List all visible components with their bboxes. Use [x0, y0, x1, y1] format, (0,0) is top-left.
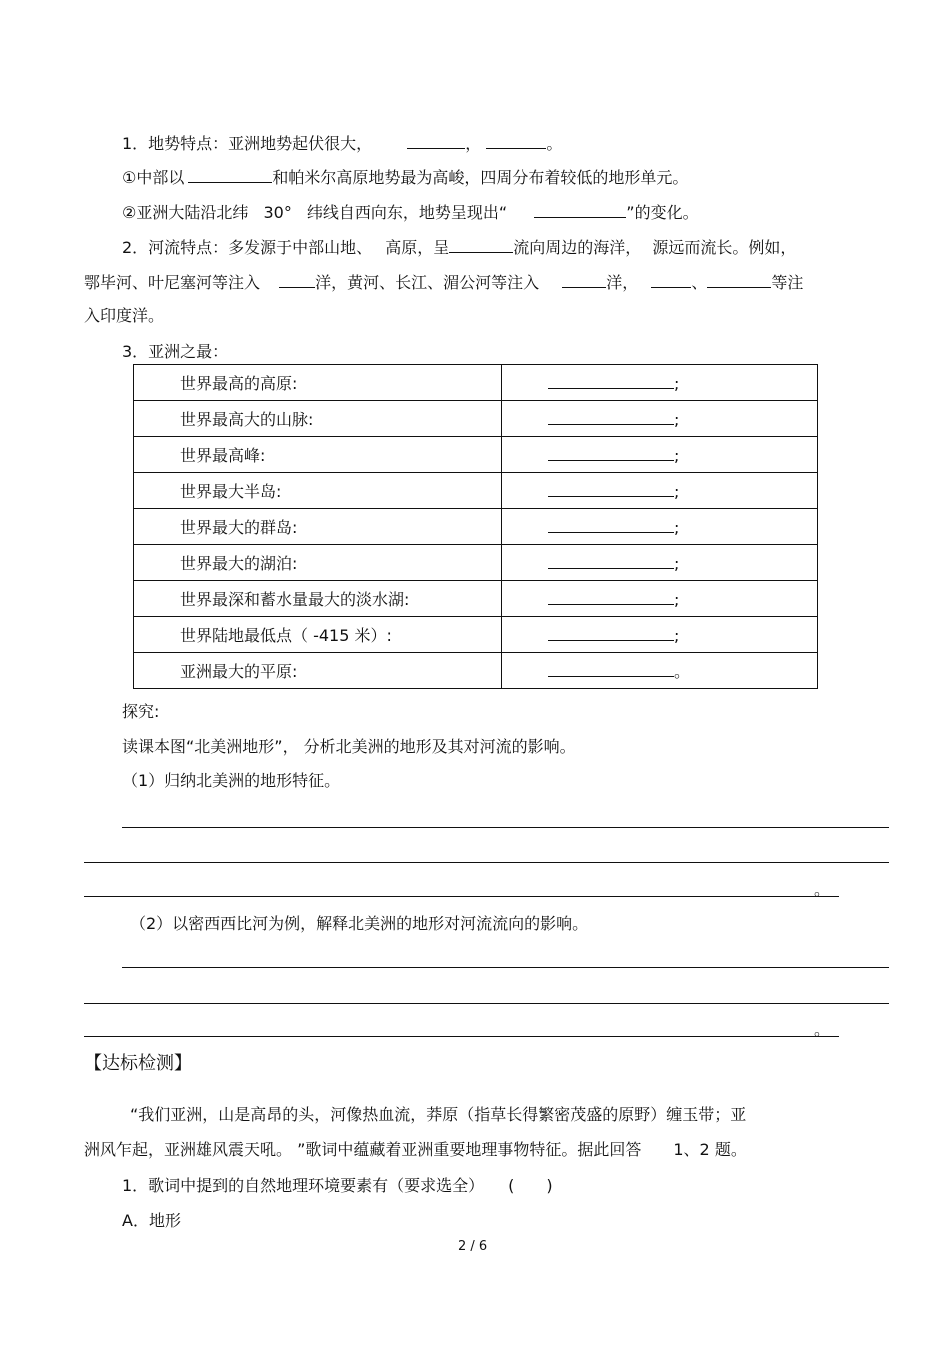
blank[interactable]	[651, 271, 691, 288]
blank[interactable]	[562, 271, 606, 288]
q2-line2	[84, 271, 803, 293]
punct: ;	[674, 374, 680, 393]
blank[interactable]	[548, 552, 674, 569]
blank[interactable]	[188, 166, 272, 183]
table-row	[134, 617, 818, 653]
table-row	[134, 437, 818, 473]
blank[interactable]	[548, 516, 674, 533]
punct: ;	[674, 482, 680, 501]
row-label: 世界陆地最低点（ -415 米）:	[134, 617, 502, 653]
q2-line3: 入印度洋。	[84, 306, 165, 325]
explore-question-2: （2）以密西西比河为例，解释北美洲的地形对河流流向的影响。	[130, 914, 589, 933]
answer-cell[interactable]	[502, 473, 818, 509]
q2-text: 洋，	[606, 273, 639, 292]
q2-text: 鄂毕河、叶尼塞河等注入	[84, 273, 261, 292]
option-a[interactable]: A．地形	[122, 1211, 181, 1230]
answer-line[interactable]	[122, 827, 889, 828]
q1-line2	[122, 166, 688, 188]
q2-text: 流向周边的海洋，	[513, 238, 642, 257]
q1-line1	[122, 132, 562, 154]
table-row	[134, 401, 818, 437]
q2-text: 2．河流特点：多发源于中部山地、	[122, 238, 373, 257]
explore-intro: 读课本图“北美洲地形”， 分析北美洲的地形及其对河流的影响。	[122, 737, 576, 756]
answer-line[interactable]	[84, 862, 889, 863]
punct: 、	[691, 273, 708, 292]
punct: ;	[674, 518, 680, 537]
punct: ;	[674, 626, 680, 645]
punct: ;	[674, 410, 680, 429]
q2-text: 源远而流长。例如，	[652, 238, 797, 257]
check-question-1: 1．歌词中提到的自然地理环境要素有（要求选全） ( )	[122, 1176, 553, 1195]
answer-cell[interactable]	[502, 365, 818, 401]
row-label: 世界最大的群岛:	[134, 509, 502, 545]
blank[interactable]	[548, 660, 674, 677]
blank[interactable]	[548, 480, 674, 497]
table-row	[134, 365, 818, 401]
lyrics-paragraph-line1: “我们亚洲，山是高昂的头，河像热血流，莽原（指草长得繁密茂盛的原野）缠玉带；亚	[130, 1105, 747, 1124]
row-label: 世界最高的高原:	[134, 365, 502, 401]
punct: 。	[814, 880, 831, 899]
q2-text: 等注	[771, 273, 804, 292]
answer-cell[interactable]	[502, 545, 818, 581]
q1-text: 1．地势特点：亚洲地势起伏很大，	[122, 134, 373, 153]
blank[interactable]	[548, 372, 674, 389]
punct: 。	[814, 1020, 831, 1039]
row-label: 世界最深和蓄水量最大的淡水湖:	[134, 581, 502, 617]
row-label: 世界最大的湖泊:	[134, 545, 502, 581]
asia-superlatives-table	[133, 364, 818, 689]
answer-cell[interactable]	[502, 437, 818, 473]
q1-text: ”的变化。	[626, 203, 699, 222]
answer-cell[interactable]	[502, 581, 818, 617]
answer-line[interactable]	[84, 1036, 839, 1037]
blank[interactable]	[534, 201, 626, 218]
row-label: 世界最高大的山脉:	[134, 401, 502, 437]
explore-question-1: （1）归纳北美洲的地形特征。	[122, 771, 341, 790]
answer-line[interactable]	[84, 896, 839, 897]
row-label: 世界最大半岛:	[134, 473, 502, 509]
table-row	[134, 581, 818, 617]
q2-text: 洋，黄河、长江、湄公河等注入	[315, 273, 540, 292]
answer-line[interactable]	[122, 967, 889, 968]
table-row	[134, 545, 818, 581]
answer-cell[interactable]	[502, 509, 818, 545]
punct: 。	[674, 662, 691, 681]
q1-text: ①中部以	[122, 168, 185, 187]
blank[interactable]	[279, 271, 315, 288]
q1-text: ②亚洲大陆沿北纬	[122, 203, 249, 222]
q1-text: 30°	[263, 203, 292, 222]
blank[interactable]	[548, 624, 674, 641]
q1-text: 纬线自西向东，地势呈现出“	[306, 203, 508, 222]
blank[interactable]	[407, 132, 465, 149]
q2-text: 高原，呈	[385, 238, 450, 257]
answer-cell[interactable]	[502, 653, 818, 689]
blank[interactable]	[548, 588, 674, 605]
q1-line3	[122, 201, 699, 223]
answer-line[interactable]	[84, 1003, 889, 1004]
blank[interactable]	[548, 444, 674, 461]
q3-title: 3．亚洲之最：	[122, 342, 229, 361]
table-row	[134, 653, 818, 689]
section-heading: 【达标检测】	[84, 1053, 192, 1074]
punct: 。	[546, 134, 563, 153]
punct: ;	[674, 590, 680, 609]
row-label: 亚洲最大的平原:	[134, 653, 502, 689]
answer-cell[interactable]	[502, 401, 818, 437]
page-number: 2 / 6	[458, 1239, 488, 1254]
blank[interactable]	[548, 408, 674, 425]
answer-cell[interactable]	[502, 617, 818, 653]
row-label: 世界最高峰:	[134, 437, 502, 473]
punct: ，	[465, 134, 482, 153]
table-row	[134, 509, 818, 545]
lyrics-paragraph-line2: 洲风乍起，亚洲雄风震天吼。 ”歌词中蕴藏着亚洲重要地理事物特征。据此回答 1、2 题。	[84, 1140, 747, 1159]
punct: ;	[674, 554, 680, 573]
explore-title: 探究:	[122, 702, 160, 721]
blank[interactable]	[486, 132, 546, 149]
blank[interactable]	[707, 271, 771, 288]
q2-line1	[122, 236, 796, 258]
table-row	[134, 473, 818, 509]
punct: ;	[674, 446, 680, 465]
q1-text: 和帕米尔高原地势最为高峻，四周分布着较低的地形单元。	[272, 168, 689, 187]
blank[interactable]	[449, 236, 513, 253]
